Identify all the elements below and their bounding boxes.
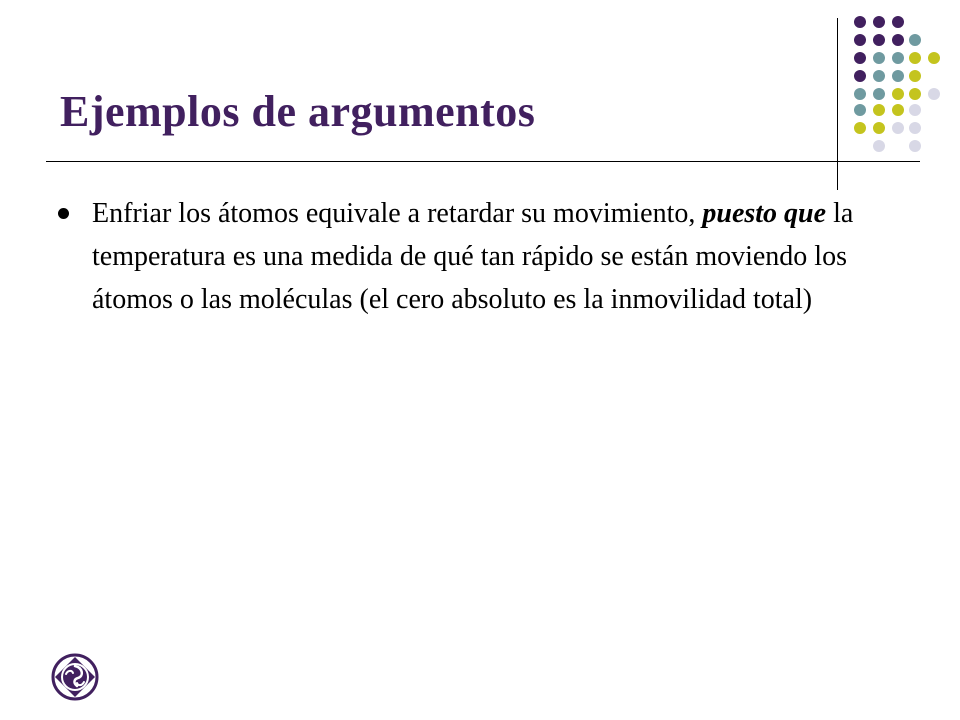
dot (909, 104, 921, 116)
dot (873, 104, 885, 116)
decorative-dot-grid (0, 0, 960, 170)
dot (892, 88, 904, 100)
bullet-list (58, 192, 888, 321)
dot (892, 104, 904, 116)
dot (873, 140, 885, 152)
dot (873, 122, 885, 134)
dot (909, 70, 921, 82)
dot (854, 52, 866, 64)
dot (892, 34, 904, 46)
dot (873, 16, 885, 28)
dot (909, 122, 921, 134)
dot (873, 34, 885, 46)
dot (873, 88, 885, 100)
bullet-item (58, 192, 888, 321)
dot (854, 16, 866, 28)
slide-title: Ejemplos de argumentos (60, 87, 536, 136)
dot (892, 70, 904, 82)
vertical-divider (837, 18, 838, 190)
dot (909, 34, 921, 46)
dot (854, 122, 866, 134)
swirl-emblem-icon (50, 652, 100, 702)
dot (892, 52, 904, 64)
dot (909, 88, 921, 100)
dot (854, 34, 866, 46)
dot (892, 122, 904, 134)
dot (892, 16, 904, 28)
bullet-text-start: Enfriar los átomos equivale a retardar su movimiento, (92, 198, 703, 229)
dot (873, 70, 885, 82)
dot (854, 70, 866, 82)
bullet-emphasis: puesto que (702, 198, 827, 229)
dot (928, 88, 940, 100)
dot (909, 140, 921, 152)
dot (854, 88, 866, 100)
bullet-text-end: la temperatura es una medida de qué tan rápido se están moviendo los átomos o las moléculas (el cero absoluto es la inmovilidad total) (92, 198, 854, 315)
dot (928, 52, 940, 64)
dot (909, 52, 921, 64)
bullet-dot-icon (58, 208, 69, 219)
title-underline (46, 161, 920, 162)
dot (873, 52, 885, 64)
dot (854, 104, 866, 116)
